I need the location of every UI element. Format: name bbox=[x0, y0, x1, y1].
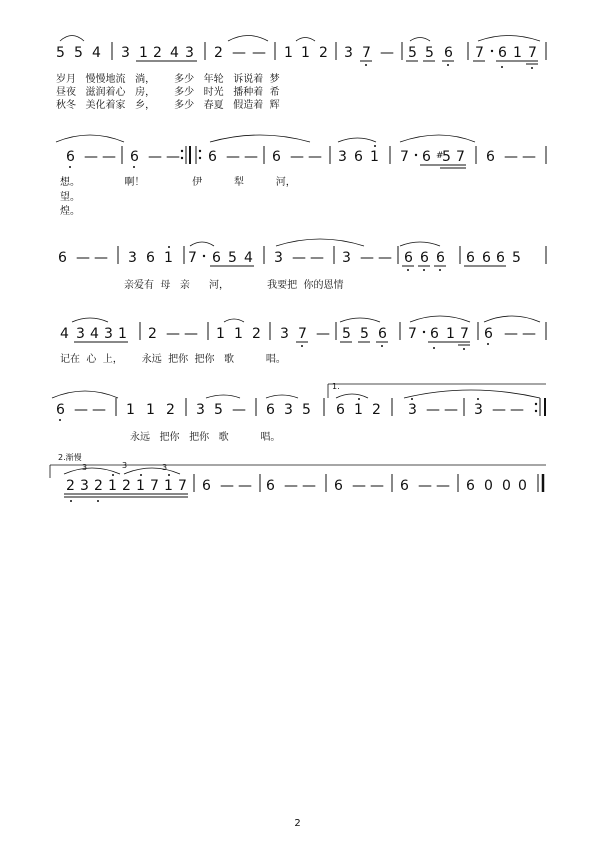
svg-text:—: — bbox=[370, 478, 384, 494]
svg-text:6: 6 bbox=[266, 402, 275, 418]
svg-text:—: — bbox=[522, 149, 536, 165]
svg-text:5: 5 bbox=[342, 326, 351, 342]
lyric-s4-l1: 记在 心 上， 永远 把你 把你 歌 唱。 bbox=[60, 354, 286, 365]
svg-text:—: — bbox=[184, 326, 198, 342]
svg-text:3: 3 bbox=[196, 402, 205, 418]
svg-text:—: — bbox=[360, 250, 374, 266]
lyric-s1-l1: 岁月 慢慢地流 淌， 多少 年轮 诉说着 梦 bbox=[56, 74, 280, 85]
svg-text:—: — bbox=[426, 402, 440, 418]
svg-text:1: 1 bbox=[108, 478, 117, 494]
svg-text:6: 6 bbox=[404, 250, 413, 266]
svg-text:6: 6 bbox=[486, 149, 495, 165]
tempo-marking: 2.渐慢 bbox=[58, 453, 82, 462]
svg-text:1: 1 bbox=[136, 478, 145, 494]
system-1 bbox=[56, 36, 546, 70]
svg-text:2: 2 bbox=[148, 326, 157, 342]
svg-text:3: 3 bbox=[121, 45, 130, 61]
svg-text:6: 6 bbox=[130, 149, 139, 165]
svg-text:6: 6 bbox=[378, 326, 387, 342]
lyric-s2-l2: 望。 bbox=[60, 192, 80, 203]
svg-text:1: 1 bbox=[301, 45, 310, 61]
svg-text:7: 7 bbox=[178, 478, 187, 494]
system-3 bbox=[58, 239, 546, 271]
svg-text:7: 7 bbox=[188, 250, 197, 266]
svg-text:6: 6 bbox=[422, 149, 431, 165]
svg-text:4: 4 bbox=[244, 250, 253, 266]
svg-text:3: 3 bbox=[82, 463, 88, 472]
svg-text:—: — bbox=[316, 326, 330, 342]
svg-text:6: 6 bbox=[482, 250, 491, 266]
svg-text:3: 3 bbox=[76, 326, 85, 342]
svg-text:6: 6 bbox=[400, 478, 409, 494]
svg-text:1: 1 bbox=[126, 402, 135, 418]
svg-text:6: 6 bbox=[202, 478, 211, 494]
svg-text:0: 0 bbox=[518, 478, 527, 494]
svg-text:2: 2 bbox=[372, 402, 381, 418]
svg-text:—: — bbox=[148, 149, 162, 165]
svg-text:6: 6 bbox=[66, 149, 75, 165]
svg-text:—: — bbox=[244, 149, 258, 165]
svg-text:—: — bbox=[378, 250, 392, 266]
svg-text:3: 3 bbox=[338, 149, 347, 165]
svg-text:6: 6 bbox=[266, 478, 275, 494]
svg-text:7: 7 bbox=[362, 45, 371, 61]
svg-text:4: 4 bbox=[170, 45, 179, 61]
svg-text:—: — bbox=[380, 45, 394, 61]
svg-text:—: — bbox=[94, 250, 108, 266]
svg-text:5: 5 bbox=[408, 45, 417, 61]
svg-text:7: 7 bbox=[400, 149, 409, 165]
svg-text:6: 6 bbox=[436, 250, 445, 266]
svg-text:6: 6 bbox=[420, 250, 429, 266]
svg-text:5: 5 bbox=[425, 45, 434, 61]
volta-1-label: 1. bbox=[332, 382, 340, 391]
svg-text:3: 3 bbox=[185, 45, 194, 61]
system-2 bbox=[56, 135, 546, 168]
svg-text:1: 1 bbox=[164, 478, 173, 494]
lyric-s1-l2: 昼夜 滋润着心 房， 多少 时光 播种着 希 bbox=[56, 87, 280, 98]
svg-text:1: 1 bbox=[284, 45, 293, 61]
svg-text:2: 2 bbox=[66, 478, 75, 494]
svg-text:—: — bbox=[418, 478, 432, 494]
svg-text:7: 7 bbox=[150, 478, 159, 494]
svg-text:5: 5 bbox=[56, 45, 65, 61]
svg-text:3: 3 bbox=[344, 45, 353, 61]
svg-text:7: 7 bbox=[408, 326, 417, 342]
svg-text:6: 6 bbox=[354, 149, 363, 165]
svg-text:—: — bbox=[522, 326, 536, 342]
svg-text:6: 6 bbox=[56, 402, 65, 418]
svg-text:3: 3 bbox=[474, 402, 483, 418]
svg-text:0: 0 bbox=[484, 478, 493, 494]
svg-text:7: 7 bbox=[528, 45, 537, 61]
svg-text:2: 2 bbox=[166, 402, 175, 418]
svg-text:2: 2 bbox=[319, 45, 328, 61]
svg-text:—: — bbox=[492, 402, 506, 418]
svg-text:3: 3 bbox=[104, 326, 113, 342]
svg-text:3: 3 bbox=[162, 463, 168, 472]
svg-text:3: 3 bbox=[274, 250, 283, 266]
svg-text:1: 1 bbox=[234, 326, 243, 342]
svg-text:2: 2 bbox=[122, 478, 131, 494]
svg-text:—: — bbox=[290, 149, 304, 165]
svg-text:3: 3 bbox=[342, 250, 351, 266]
system-5 bbox=[52, 384, 546, 421]
svg-text:—: — bbox=[220, 478, 234, 494]
svg-text:3: 3 bbox=[80, 478, 89, 494]
page-number: 2 bbox=[294, 818, 301, 829]
svg-text:5: 5 bbox=[74, 45, 83, 61]
svg-text:—: — bbox=[76, 250, 90, 266]
svg-text:3: 3 bbox=[408, 402, 417, 418]
svg-text:0: 0 bbox=[502, 478, 511, 494]
svg-text:3: 3 bbox=[284, 402, 293, 418]
svg-text:1: 1 bbox=[118, 326, 127, 342]
svg-text:—: — bbox=[308, 149, 322, 165]
svg-text:6: 6 bbox=[496, 250, 505, 266]
svg-text:7: 7 bbox=[460, 326, 469, 342]
svg-text:1: 1 bbox=[446, 326, 455, 342]
svg-text:—: — bbox=[436, 478, 450, 494]
svg-text:—: — bbox=[284, 478, 298, 494]
svg-text:4: 4 bbox=[90, 326, 99, 342]
svg-text:6: 6 bbox=[146, 250, 155, 266]
svg-text:7: 7 bbox=[475, 45, 484, 61]
system-6 bbox=[50, 461, 546, 502]
svg-text:—: — bbox=[504, 326, 518, 342]
svg-text:5: 5 bbox=[360, 326, 369, 342]
svg-text:1: 1 bbox=[139, 45, 148, 61]
svg-text:—: — bbox=[352, 478, 366, 494]
svg-text:—: — bbox=[252, 45, 266, 61]
svg-text:5: 5 bbox=[512, 250, 521, 266]
lyric-s3-l1: 亲爱有 母 亲 河， 我要把 你的恩情 bbox=[124, 280, 344, 291]
svg-text:—: — bbox=[292, 250, 306, 266]
svg-text:—: — bbox=[444, 402, 458, 418]
svg-text:3: 3 bbox=[280, 326, 289, 342]
lyric-s2-l3: 煌。 bbox=[60, 206, 80, 217]
svg-text:6: 6 bbox=[498, 45, 507, 61]
svg-text:—: — bbox=[232, 402, 246, 418]
svg-text:3: 3 bbox=[122, 461, 128, 470]
svg-text:2: 2 bbox=[214, 45, 223, 61]
svg-text:—: — bbox=[74, 402, 88, 418]
svg-text:—: — bbox=[166, 149, 180, 165]
svg-text:6: 6 bbox=[336, 402, 345, 418]
svg-text:5: 5 bbox=[214, 402, 223, 418]
svg-text:—: — bbox=[226, 149, 240, 165]
svg-text:4: 4 bbox=[60, 326, 69, 342]
svg-text:1: 1 bbox=[216, 326, 225, 342]
svg-text:6: 6 bbox=[272, 149, 281, 165]
svg-text:2: 2 bbox=[252, 326, 261, 342]
svg-text:5: 5 bbox=[442, 149, 451, 165]
svg-text:—: — bbox=[84, 149, 98, 165]
svg-text:1: 1 bbox=[146, 402, 155, 418]
svg-text:—: — bbox=[302, 478, 316, 494]
lyric-s2-l1: 想。 啊！ 伊 犁 河， bbox=[60, 177, 296, 188]
svg-text:7: 7 bbox=[456, 149, 465, 165]
svg-text:5: 5 bbox=[302, 402, 311, 418]
svg-text:6: 6 bbox=[484, 326, 493, 342]
svg-text:—: — bbox=[102, 149, 116, 165]
lyric-s1-l3: 秋冬 美化着家 乡， 多少 春夏 假造着 辉 bbox=[56, 100, 280, 111]
svg-text:#: # bbox=[436, 151, 444, 161]
svg-text:1: 1 bbox=[513, 45, 522, 61]
svg-text:—: — bbox=[238, 478, 252, 494]
svg-text:—: — bbox=[92, 402, 106, 418]
svg-text:6: 6 bbox=[334, 478, 343, 494]
svg-text:6: 6 bbox=[466, 250, 475, 266]
svg-text:6: 6 bbox=[430, 326, 439, 342]
svg-text:6: 6 bbox=[212, 250, 221, 266]
svg-text:—: — bbox=[310, 250, 324, 266]
svg-text:5: 5 bbox=[228, 250, 237, 266]
svg-text:3: 3 bbox=[128, 250, 137, 266]
svg-text:2: 2 bbox=[94, 478, 103, 494]
svg-text:7: 7 bbox=[298, 326, 307, 342]
svg-text:6: 6 bbox=[444, 45, 453, 61]
svg-text:—: — bbox=[504, 149, 518, 165]
svg-text:—: — bbox=[510, 402, 524, 418]
system-4 bbox=[60, 316, 546, 350]
lyric-s5-l1: 永远 把你 把你 歌 唱。 bbox=[130, 432, 281, 443]
svg-text:2: 2 bbox=[153, 45, 162, 61]
svg-text:6: 6 bbox=[58, 250, 67, 266]
svg-text:4: 4 bbox=[92, 45, 101, 61]
svg-text:6: 6 bbox=[466, 478, 475, 494]
svg-text:—: — bbox=[166, 326, 180, 342]
svg-text:6: 6 bbox=[208, 149, 217, 165]
svg-text:1: 1 bbox=[354, 402, 363, 418]
svg-text:—: — bbox=[232, 45, 246, 61]
svg-text:1: 1 bbox=[370, 149, 379, 165]
svg-text:1: 1 bbox=[164, 250, 173, 266]
